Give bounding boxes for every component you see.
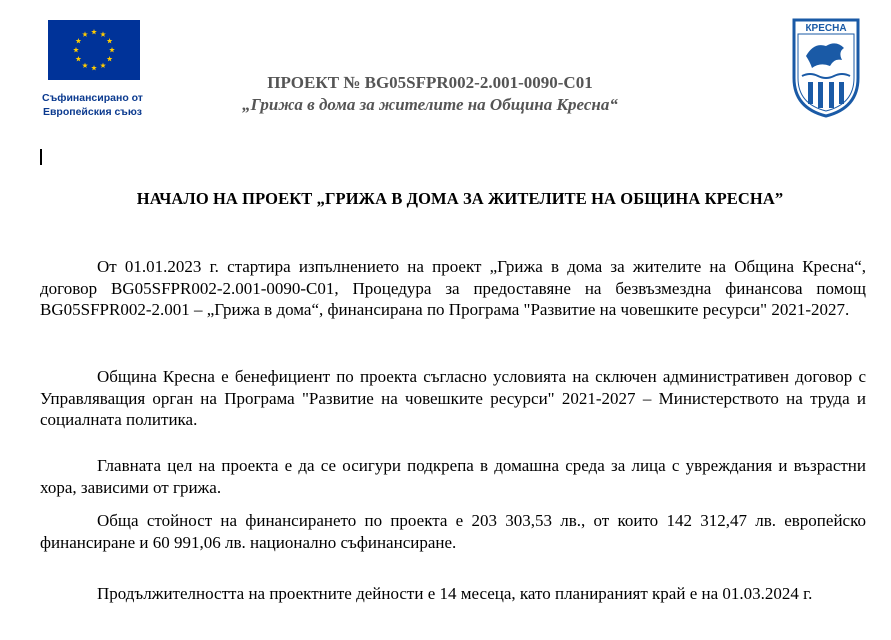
document-title: НАЧАЛО НА ПРОЕКТ „ГРИЖА В ДОМА ЗА ЖИТЕЛИТЕ НА ОБЩИНА КРЕСНА”: [136, 189, 784, 208]
eu-logo-caption: [40, 91, 145, 119]
column-4: [839, 82, 844, 104]
eu-logo-caption-line-2: Европейския съюз: [42, 106, 143, 118]
project-number: ПРОЕКТ № BG05SFPR002-2.001-0090-C01: [267, 73, 593, 92]
paragraph-main-goal: Главната цел на проекта е да се осигури подкрепа в домашна среда за лица с увреждания и възрастни хора, зависими от грижа.: [40, 456, 866, 497]
column-3: [829, 82, 834, 108]
kresna-coat-of-arms-icon: [790, 16, 862, 120]
project-header: [180, 72, 680, 116]
eu-logo-caption-line-1: Съфинансирано от: [42, 92, 143, 104]
municipality-logo-text: КРЕСНА: [805, 23, 847, 34]
paragraph-project-start: От 01.01.2023 г. стартира изпълнението на проект „Грижа в дома за жителите на Община Кресна“, договор BG05SFPR002-2.001-0090-C01, Процедура за предоставяне на безвъзмездна финансова помощ BG05SFPR002-2.001 – „Грижа в дома“, финансирана по Програма "Развитие на човешките ресурси" 2021-2027.: [40, 257, 866, 319]
paragraph-beneficiary: Община Кресна е бенефициент по проекта съгласно условията на сключен административен договор с Управляващия орган на Програма "Развитие на човешките ресурси" 2021-2027 – Министерството на труда и социалната политика.: [40, 367, 866, 429]
column-1: [808, 82, 813, 104]
text-cursor: [40, 149, 42, 165]
eu-logo: [42, 20, 168, 119]
column-2: [818, 82, 823, 108]
paragraph-duration: Продължителността на проектните дейности е 14 месеца, като планираният край е на 01.03.2024 г.: [97, 584, 813, 603]
eu-flag-icon: [48, 20, 140, 80]
paragraph-financing: Обща стойност на финансирането по проекта е 203 303,53 лв., от които 142 312,47 лв. европейско финансиране и 60 991,06 лв. национално съфинансиране.: [40, 511, 866, 552]
project-name: „Грижа в дома за жителите на Община Кресна“: [242, 95, 618, 114]
